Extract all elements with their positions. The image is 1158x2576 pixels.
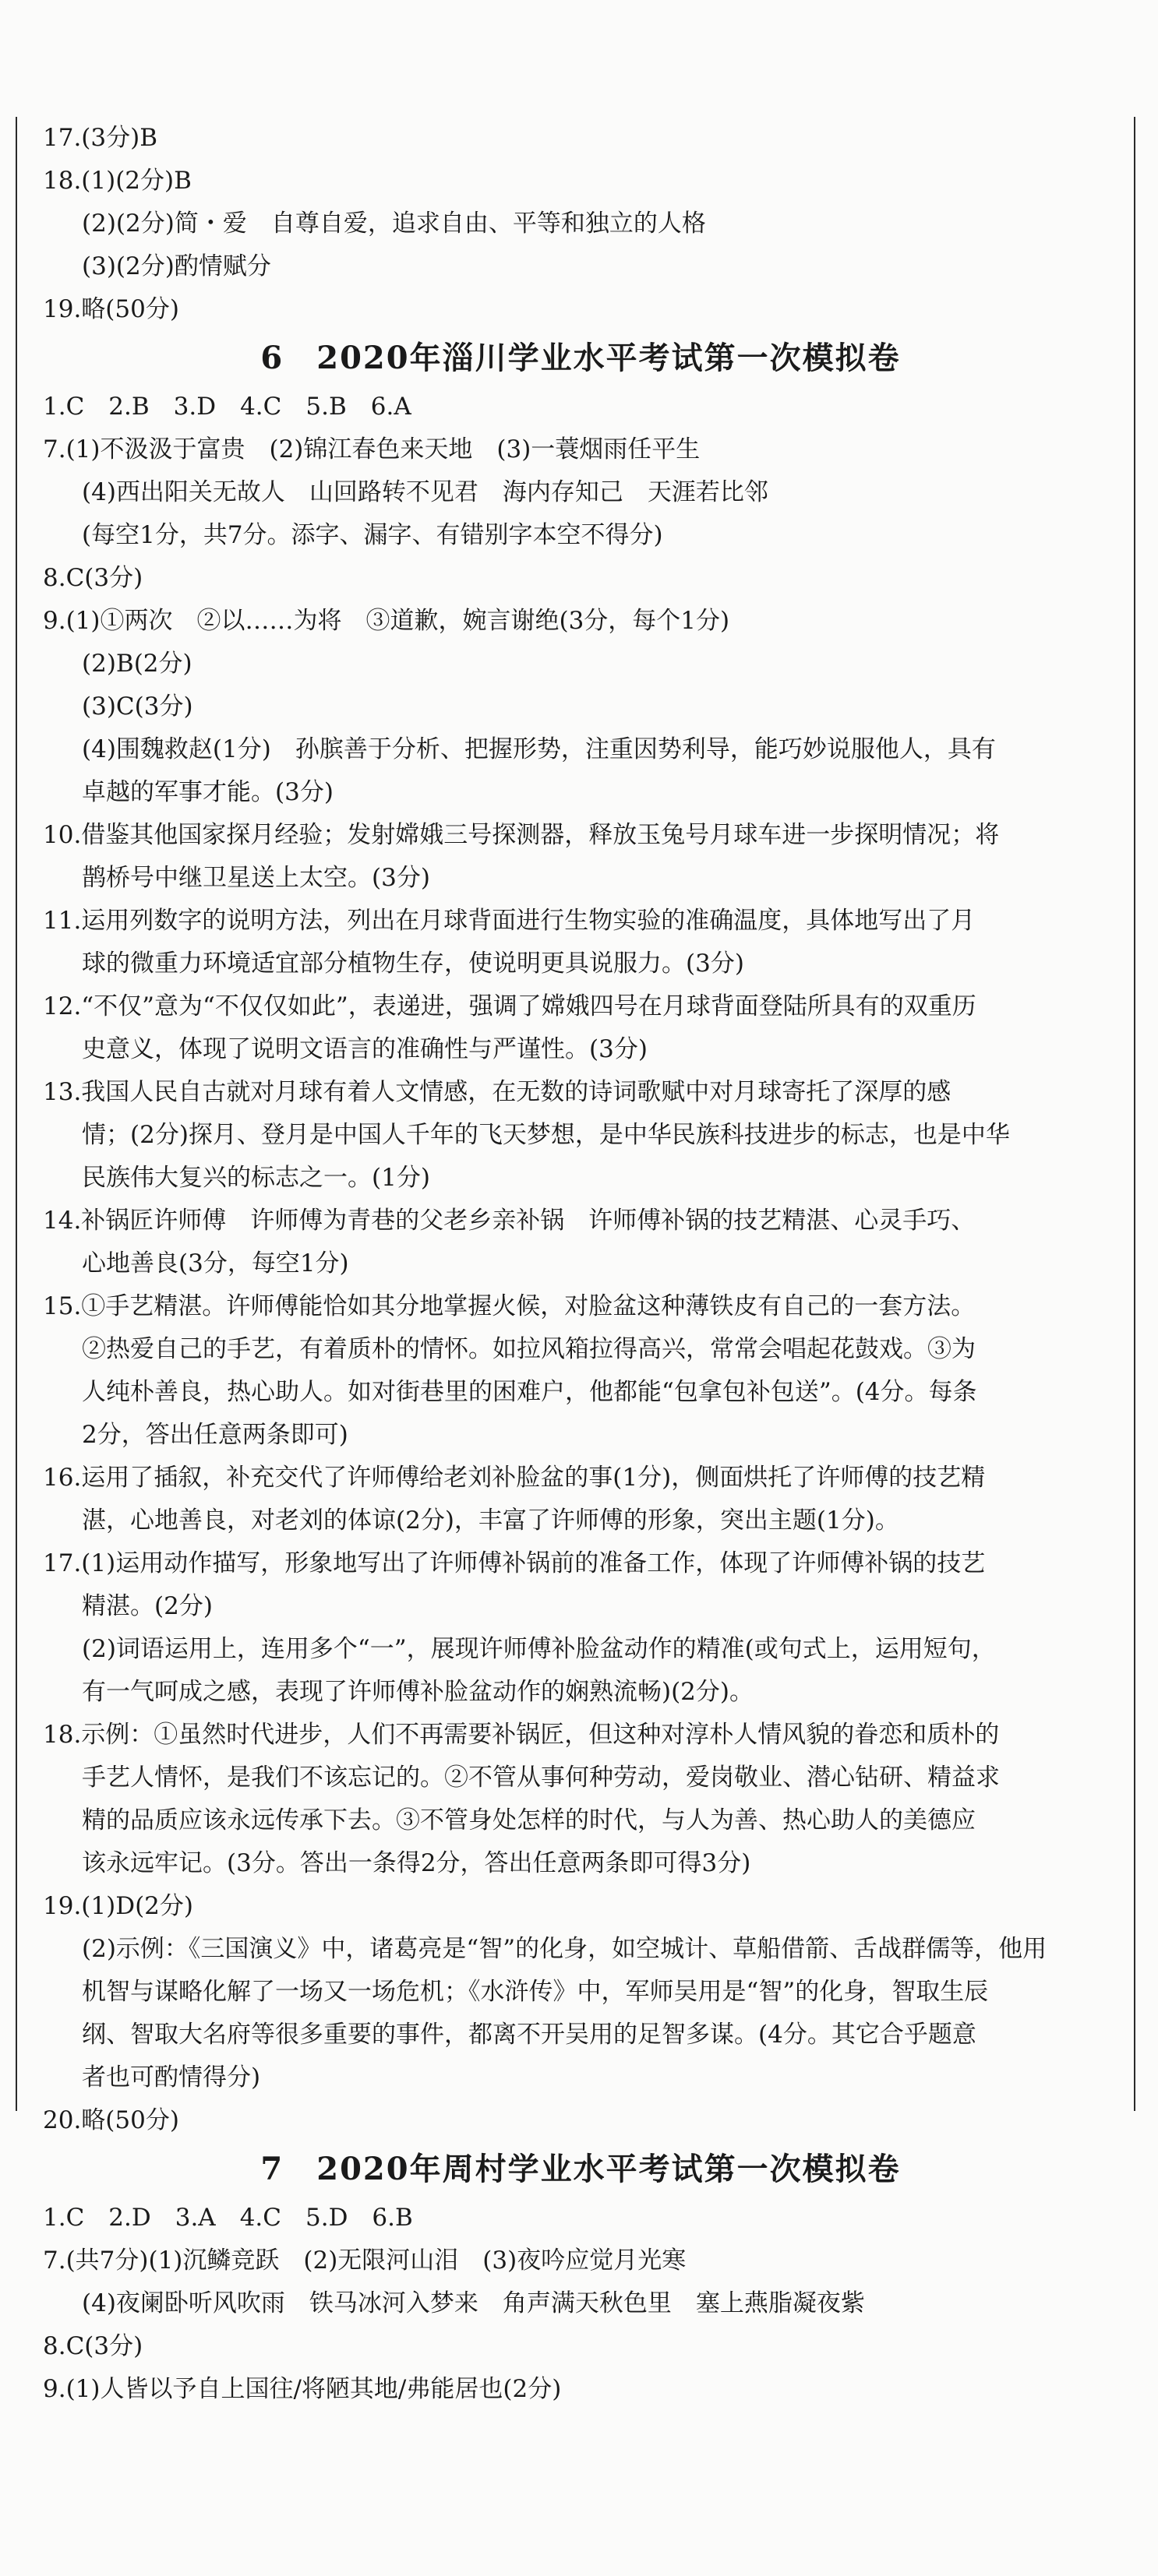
answer-line: ②热爱自己的手艺，有着质朴的情怀。如拉风箱拉得高兴，常常会唱起花鼓戏。③为: [82, 1335, 976, 1363]
answer-line: 20.略(50分): [43, 2106, 179, 2134]
answer-line: 9.(1)人皆以予自上国往/将陋其地/弗能居也(2分): [43, 2375, 562, 2403]
answer-line: 纲、智取大名府等很多重要的事件，都离不开吴用的足智多谋。(4分。其它合乎题意: [82, 2021, 976, 2049]
answer-line: 17.(1)运用动作描写，形象地写出了许师傅补锅前的准备工作，体现了许师傅补锅的技艺: [43, 1549, 986, 1577]
answer-line: 该永远牢记。(3分。答出一条得2分，答出任意两条即可得3分): [82, 1849, 751, 1877]
answer-line: (2)(2分)简・爱 自尊自爱，追求自由、平等和独立的人格: [82, 210, 706, 238]
answer-line: 17.(3分)B: [43, 124, 157, 152]
answer-line: 11.运用列数字的说明方法，列出在月球背面进行生物实验的准确温度，具体地写出了月: [43, 907, 976, 935]
answer-line: (4)围魏救赵(1分) 孙膑善于分析、把握形势，注重因势利导，能巧妙说服他人，具有: [82, 735, 996, 763]
answer-content: [43, 117, 1118, 2411]
answer-line: 民族伟大复兴的标志之一。(1分): [82, 1164, 430, 1192]
answer-line: 16.运用了插叙，补充交代了许师傅给老刘补脸盆的事(1分)，侧面烘托了许师傅的技艺精: [43, 1464, 986, 1492]
answer-line: 湛，心地善良，对老刘的体谅(2分)，丰富了许师傅的形象，突出主题(1分)。: [82, 1506, 899, 1535]
answer-line: 19.略(50分): [43, 295, 179, 323]
answer-line: 9.(1)①两次 ②以……为将 ③道歉，婉言谢绝(3分，每个1分): [43, 607, 730, 635]
answer-line: 1.C 2.D 3.A 4.C 5.D 6.B: [43, 2204, 413, 2232]
answer-line: 机智与谋略化解了一场又一场危机；《水浒传》中，军师吴用是“智”的化身，智取生辰: [82, 1978, 989, 2006]
answer-line: 卓越的军事才能。(3分): [82, 778, 334, 806]
answer-line: 心地善良(3分，每空1分): [82, 1249, 349, 1277]
answer-line: (每空1分，共7分。添字、漏字、有错别字本空不得分): [82, 521, 663, 549]
answer-line: (2)B(2分): [82, 650, 192, 678]
answer-line: (2)词语运用上，连用多个“一”，展现许师傅补脸盆动作的精准(或句式上，运用短句，: [82, 1635, 996, 1663]
answer-line: 12.“不仅”意为“不仅仅如此”，表递进，强调了嫦娥四号在月球背面登陆所具有的双重历: [43, 992, 976, 1020]
answer-line: 情；(2分)探月、登月是中国人千年的飞天梦想，是中华民族科技进步的标志，也是中华: [82, 1121, 1010, 1149]
answer-line: 者也可酌情得分): [82, 2063, 261, 2091]
answer-line: 史意义，体现了说明文语言的准确性与严谨性。(3分): [82, 1035, 648, 1063]
answer-line: 人纯朴善良，热心助人。如对街巷里的困难户，他都能“包拿包补包送”。(4分。每条: [82, 1378, 977, 1406]
right-border-rule: [1134, 117, 1135, 2111]
answer-line: 18.(1)(2分)B: [43, 167, 192, 195]
answer-line: 精的品质应该永远传承下去。③不管身处怎样的时代，与人为善、热心助人的美德应: [82, 1806, 976, 1834]
answer-line: 15.①手艺精湛。许师傅能恰如其分地掌握火候，对脸盆这种薄铁皮有自己的一套方法。: [43, 1292, 976, 1320]
answer-line: (4)夜阑卧听风吹雨 铁马冰河入梦来 角声满天秋色里 塞上燕脂凝夜紫: [82, 2289, 865, 2317]
left-border-rule: [16, 117, 17, 2111]
answer-line: 手艺人情怀，是我们不该忘记的。②不管从事何种劳动，爱岗敬业、潜心钻研、精益求: [82, 1764, 1000, 1792]
section-6-title: 6 2020年淄川学业水平考试第一次模拟卷: [260, 340, 901, 376]
answer-line: 19.(1)D(2分): [43, 1892, 193, 1920]
answer-line: 8.C(3分): [43, 564, 143, 592]
answer-line: 7.(共7分)(1)沉鳞竞跃 (2)无限河山泪 (3)夜吟应觉月光寒: [43, 2247, 687, 2275]
answer-line: 7.(1)不汲汲于富贵 (2)锦江春色来天地 (3)一蓑烟雨任平生: [43, 435, 701, 463]
answer-line: (3)(2分)酌情赋分: [82, 252, 271, 280]
answer-line: 有一气呵成之感，表现了许师傅补脸盆动作的娴熟流畅)(2分)。: [82, 1678, 754, 1706]
answer-line: 14.补锅匠许师傅 许师傅为青巷的父老乡亲补锅 许师傅补锅的技艺精湛、心灵手巧、: [43, 1207, 976, 1235]
section-7-title: 7 2020年周村学业水平考试第一次模拟卷: [260, 2151, 901, 2187]
answer-line: (3)C(3分): [82, 692, 193, 721]
answer-line: 1.C 2.B 3.D 4.C 5.B 6.A: [43, 393, 411, 421]
answer-line: 球的微重力环境适宜部分植物生存，使说明更具说服力。(3分): [82, 950, 744, 978]
answer-line: 18.示例：①虽然时代进步，人们不再需要补锅匠，但这种对淳朴人情风貌的眷恋和质朴的: [43, 1721, 1000, 1749]
answer-line: 2分，答出任意两条即可): [82, 1421, 348, 1449]
answer-line: 8.C(3分): [43, 2332, 143, 2360]
answer-line: 鹊桥号中继卫星送上太空。(3分): [82, 864, 430, 892]
answer-line: 13.我国人民自古就对月球有着人文情感，在无数的诗词歌赋中对月球寄托了深厚的感: [43, 1078, 951, 1106]
answer-line: 精湛。(2分): [82, 1592, 213, 1620]
answer-line: 10.借鉴其他国家探月经验；发射嫦娥三号探测器，释放玉兔号月球车进一步探明情况；将: [43, 821, 1000, 849]
answer-line: (4)西出阳关无故人 山回路转不见君 海内存知己 天涯若比邻: [82, 478, 768, 506]
answer-line: (2)示例：《三国演义》中，诸葛亮是“智”的化身，如空城计、草船借箭、舌战群儒等，他用: [82, 1935, 1047, 1963]
